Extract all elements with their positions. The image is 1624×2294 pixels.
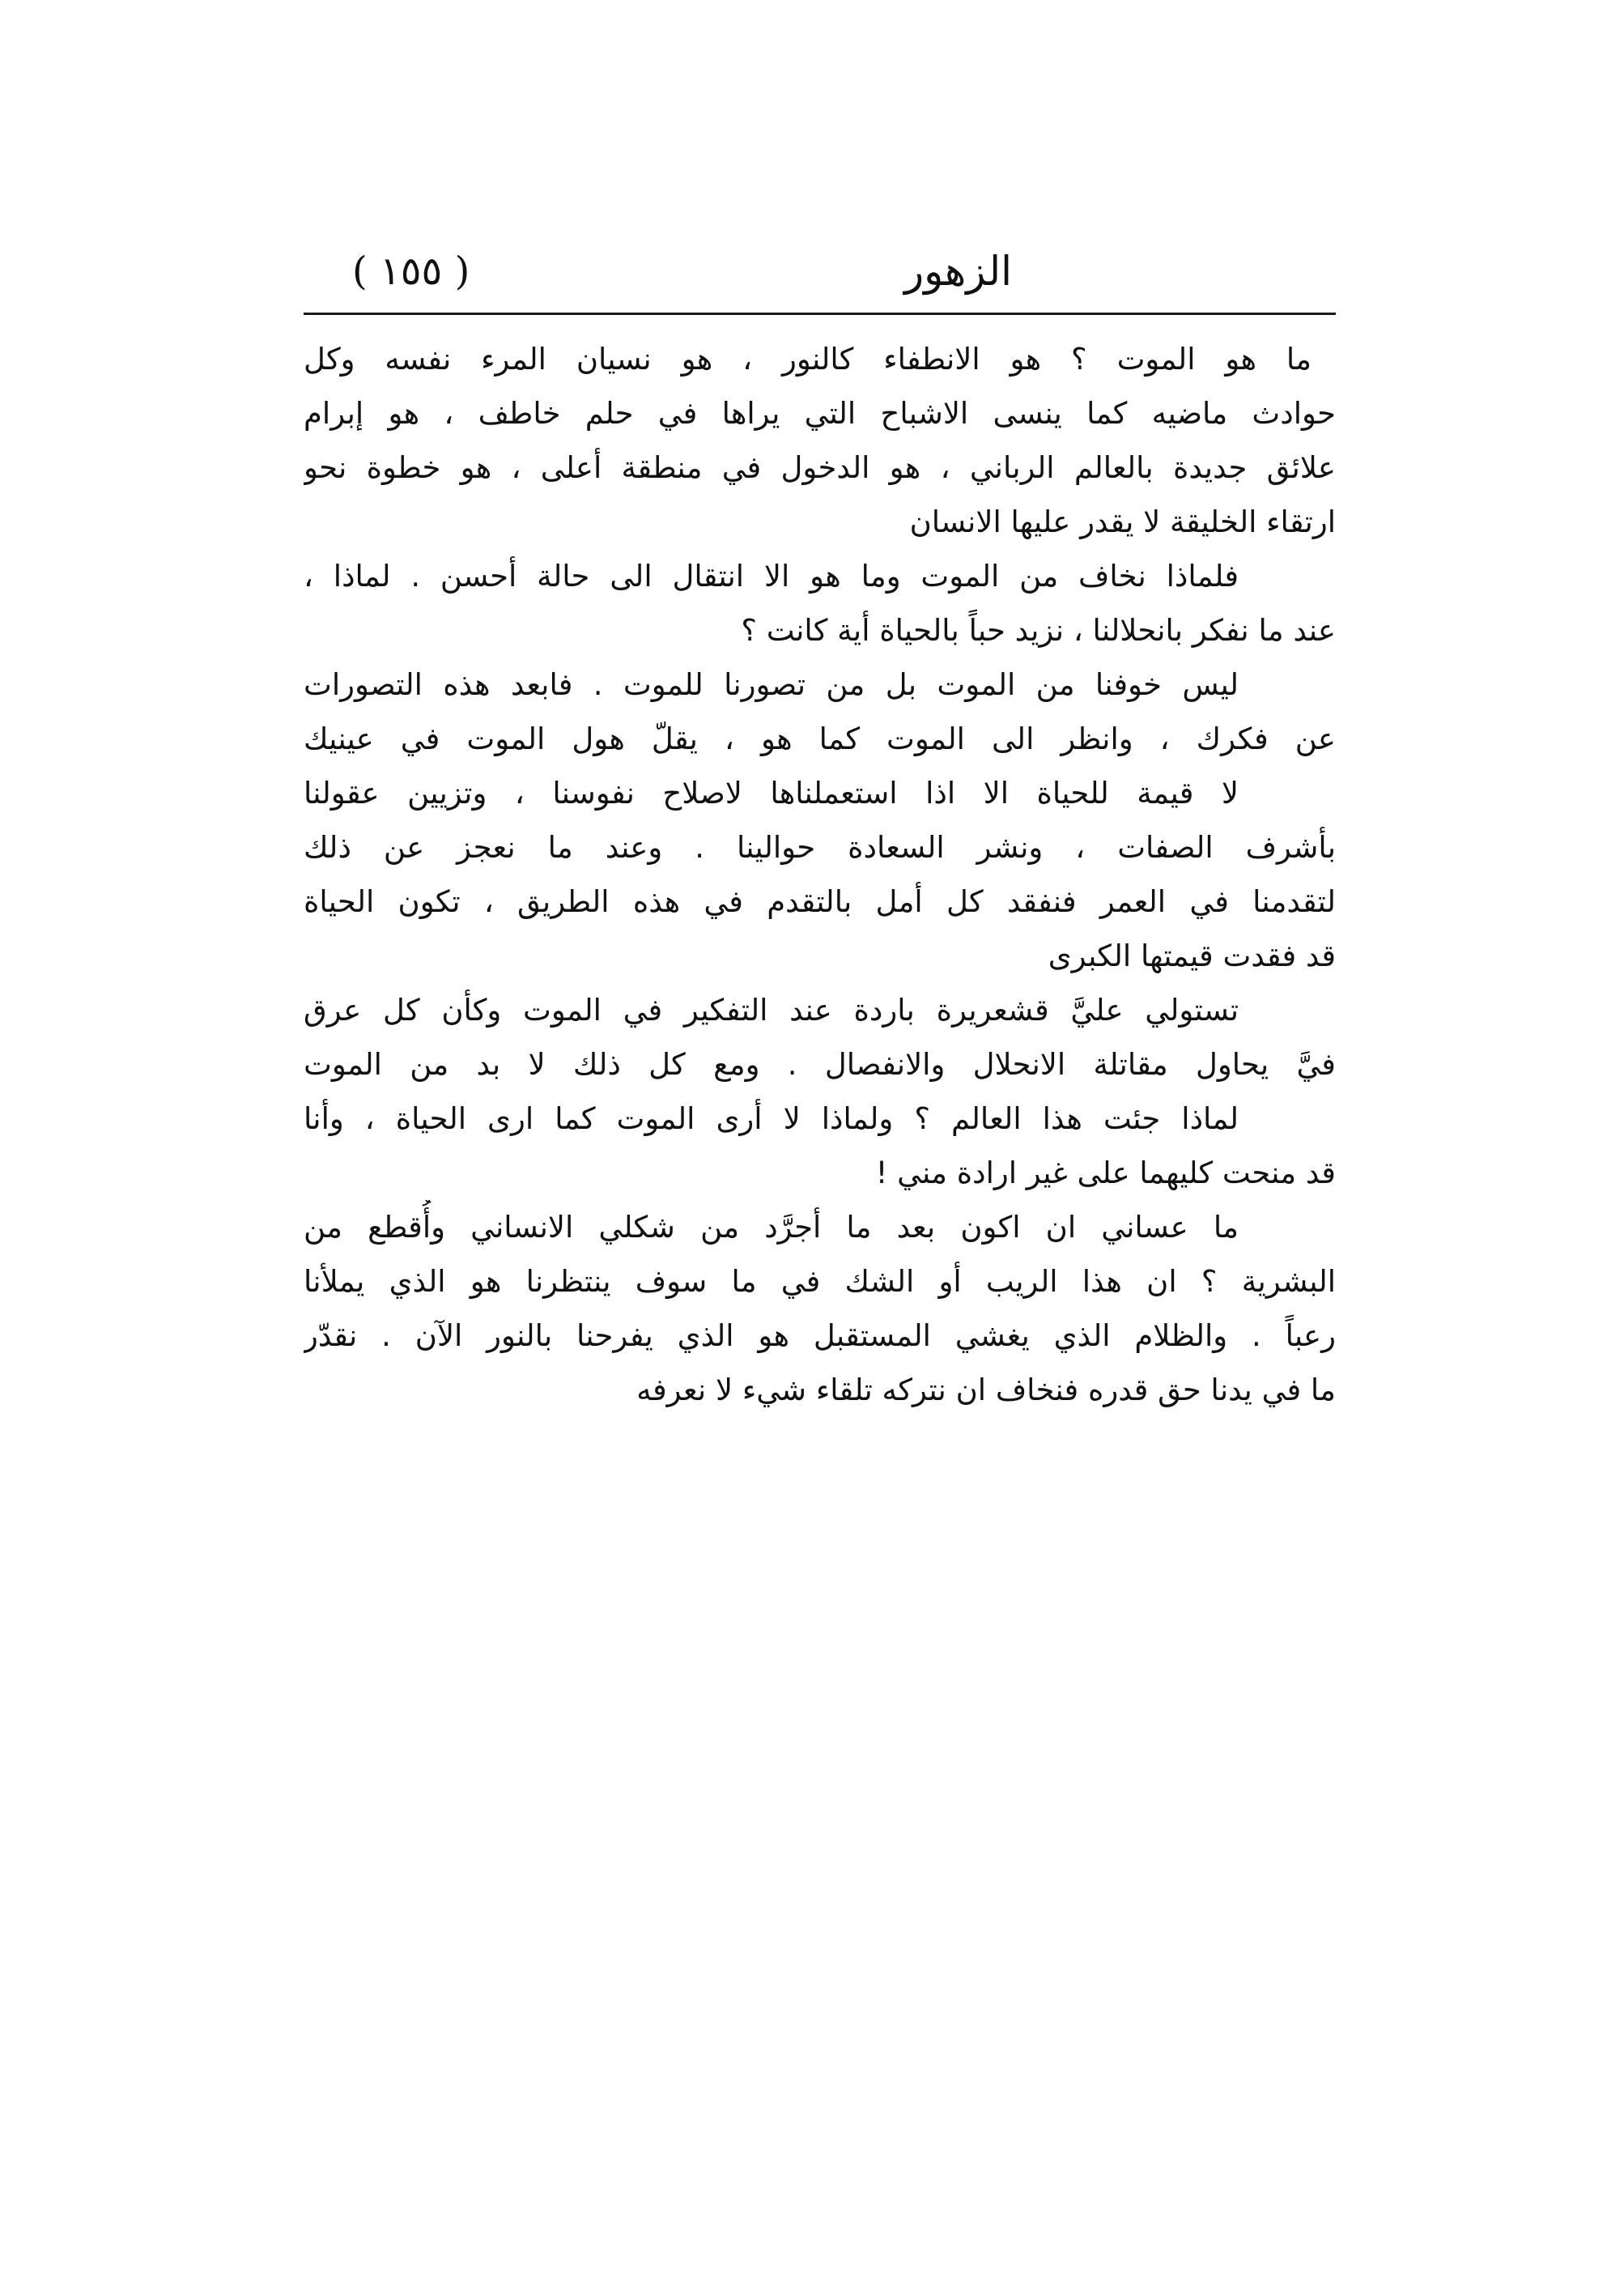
text-line: لماذا جئت هذا العالم ؟ ولماذا لا أرى الموت كما ارى الحياة ، وأنا (304, 1101, 1239, 1136)
running-title: الزهور (903, 248, 1012, 295)
text-line: فلماذا نخاف من الموت وما هو الا انتقال الى حالة أحسن . لماذا ، (304, 559, 1239, 594)
text-line: لتقدمنا في العمر فنفقد كل أمل بالتقدم في هذه الطريق ، تكون الحياة (304, 884, 1336, 919)
page-number: ( ١٥٥ ) (352, 249, 470, 294)
text-line: لا قيمة للحياة الا اذا استعملناها لاصلاح نفوسنا ، وتزيين عقولنا (304, 776, 1239, 811)
body-text (304, 332, 1336, 1417)
text-line: عن فكرك ، وانظر الى الموت كما هو ، يقلّ هول الموت في عينيك (304, 721, 1336, 756)
text-line: تستولي عليَّ قشعريرة باردة عند التفكير في الموت وكأن كل عرق (304, 993, 1239, 1028)
text-line: ما هو الموت ؟ هو الانطفاء كالنور ، هو نسيان المرء نفسه وكل (304, 342, 1312, 377)
text-line: عند ما نفكر بانحلالنا ، نزيد حباً بالحياة أية كانت ؟ (741, 613, 1336, 648)
text-line: قد منحت كليهما على غير ارادة مني ! (875, 1156, 1336, 1190)
header-rule (304, 313, 1336, 315)
text-line: بأشرف الصفات ، ونشر السعادة حوالينا . وعند ما نعجز عن ذلك (304, 830, 1336, 865)
text-line: فيَّ يحاول مقاتلة الانحلال والانفصال . ومع كل ذلك لا بد من الموت (304, 1047, 1336, 1082)
text-line: ما عساني ان اكون بعد ما أجرَّد من شكلي الانساني وأُقطع من (304, 1210, 1239, 1245)
text-line: ليس خوفنا من الموت بل من تصورنا للموت . فابعد هذه التصورات (304, 667, 1239, 702)
text-line: رعباً . والظلام الذي يغشي المستقبل هو الذي يفرحنا بالنور الآن . نقدّر (304, 1318, 1336, 1353)
page-header (304, 243, 1336, 300)
text-line: حوادث ماضيه كما ينسى الاشباح التي يراها في حلم خاطف ، هو إبرام (304, 396, 1336, 431)
text-line: البشرية ؟ ان هذا الريب أو الشك في ما سوف ينتظرنا هو الذي يملأنا (304, 1264, 1336, 1299)
text-line: علائق جديدة بالعالم الرباني ، هو الدخول في منطقة أعلى ، هو خطوة نحو (304, 450, 1336, 485)
text-line: قد فقدت قيمتها الكبرى (1048, 938, 1336, 973)
text-line: ما في يدنا حق قدره فنخاف ان نتركه تلقاء شيء لا نعرفه (636, 1373, 1336, 1407)
text-line: ارتقاء الخليقة لا يقدر عليها الانسان (909, 504, 1336, 539)
